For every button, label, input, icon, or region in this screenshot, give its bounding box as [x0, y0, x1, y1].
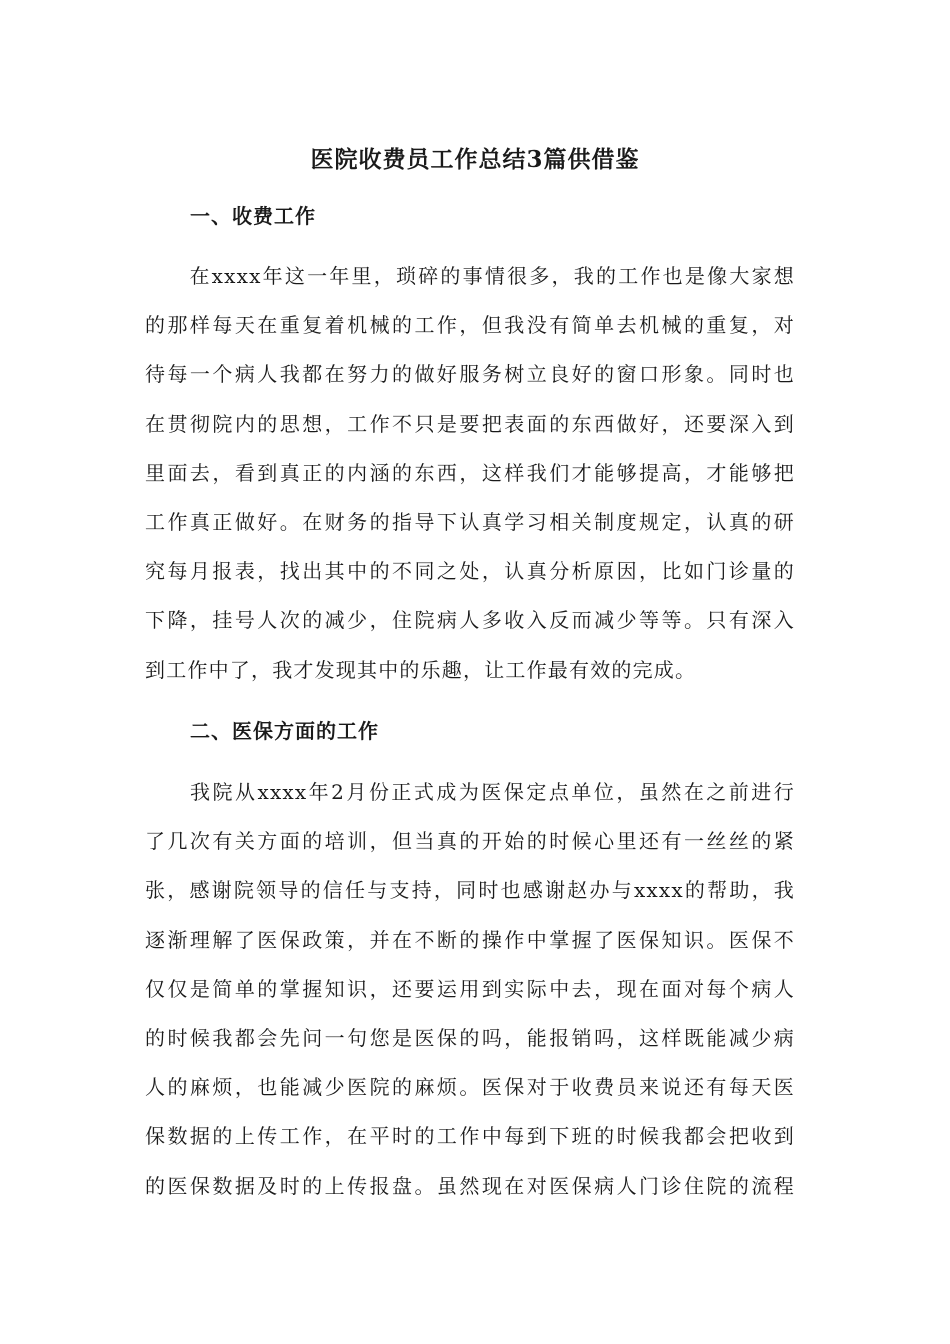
paragraph-line: 里面去，看到真正的内涵的东西，这样我们才能够提高，才能够把	[145, 460, 795, 485]
paragraph-line: 我院从xxxx年2月份正式成为医保定点单位，虽然在之前进行	[145, 780, 795, 804]
paragraph-line: 了几次有关方面的培训，但当真的开始的时候心里还有一丝丝的紧	[145, 829, 795, 854]
section-1-paragraph	[145, 252, 795, 695]
paragraph-line: 仅仅是简单的掌握知识，还要运用到实际中去，现在面对每个病人	[145, 976, 795, 1001]
paragraph-line: 人的麻烦，也能减少医院的麻烦。医保对于收费员来说还有每天医	[145, 1075, 795, 1100]
document-title: 医院收费员工作总结3篇供借鉴	[310, 146, 640, 173]
paragraph-line: 下降，挂号人次的减少，住院病人多收入反而减少等等。只有深入	[145, 608, 795, 633]
paragraph-line: 张，感谢院领导的信任与支持，同时也感谢赵办与xxxx的帮助，我	[145, 878, 795, 903]
paragraph-line: 工作真正做好。在财务的指导下认真学习相关制度规定，认真的研	[145, 509, 795, 534]
section-heading-2: 二、医保方面的工作	[190, 719, 379, 743]
paragraph-line: 在xxxx年这一年里，琐碎的事情很多，我的工作也是像大家想	[145, 264, 795, 288]
paragraph-line: 保数据的上传工作，在平时的工作中每到下班的时候我都会把收到	[145, 1124, 795, 1149]
paragraph-line: 究每月报表，找出其中的不同之处，认真分析原因，比如门诊量的	[145, 559, 795, 584]
paragraph-line: 的那样每天在重复着机械的工作，但我没有简单去机械的重复，对	[145, 313, 795, 338]
paragraph-line: 在贯彻院内的思想，工作不只是要把表面的东西做好，还要深入到	[145, 411, 795, 436]
paragraph-line: 的时候我都会先问一句您是医保的吗，能报销吗，这样既能减少病	[145, 1025, 795, 1050]
paragraph-line: 待每一个病人我都在努力的做好服务树立良好的窗口形象。同时也	[145, 362, 795, 387]
paragraph-line: 的医保数据及时的上传报盘。虽然现在对医保病人门诊住院的流程	[145, 1173, 795, 1198]
section-heading-1: 一、收费工作	[190, 204, 316, 228]
section-2-paragraph	[145, 768, 795, 1211]
paragraph-line: 逐渐理解了医保政策，并在不断的操作中掌握了医保知识。医保不	[145, 927, 795, 952]
paragraph-line: 到工作中了，我才发现其中的乐趣，让工作最有效的完成。	[145, 657, 697, 682]
